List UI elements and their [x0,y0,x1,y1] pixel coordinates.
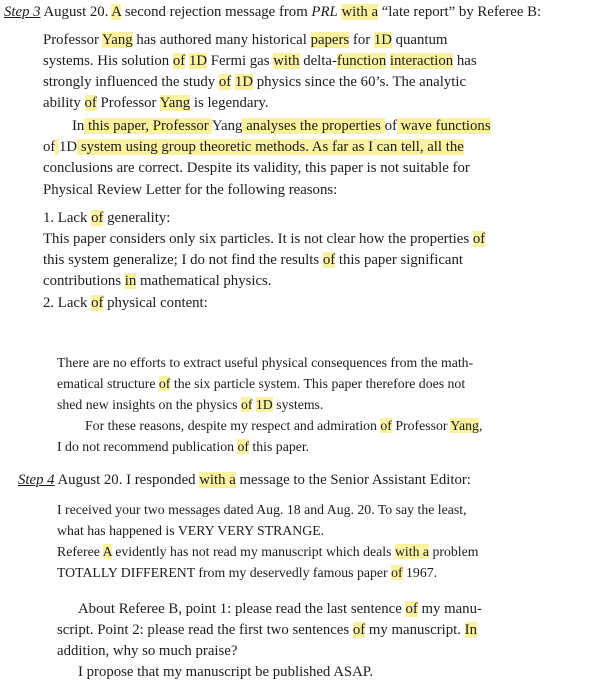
report-line: conclusions are correct. Despite its validity, this paper is not suitable for [43,160,470,176]
report-line: of 1D system using group theoretic methods. As far as I can tell, all the [43,139,464,155]
report-line: In this paper, Professor Yang analyses the properties of wave functions [72,118,491,134]
response-line: About Referee B, point 1: please read the last sentence of my manu- [78,601,482,617]
report-line: I do not recommend publication of this paper. [57,439,310,454]
report-line: This paper considers only six particles. It is not clear how the properties of [43,231,486,247]
report-line: systems. His solution of 1D Fermi gas with delta-function interaction has [43,53,477,69]
report-line: shed new insights on the physics of 1D systems. [57,397,324,412]
response-line: script. Point 2: please read the first two sentences of my manuscript. In [57,622,477,638]
step4-label: Step 4 [18,472,55,488]
report-line: contributions in mathematical physics. [43,273,272,289]
report-line: ematical structure of the six particle system. This paper therefore does not [57,376,466,391]
item-title: 2. Lack of physical content: [43,295,208,311]
report-line: For these reasons, despite my respect and admiration of Professor Yang, [85,418,483,433]
response-line: TOTALLY DIFFERENT from my deservedly famous paper of 1967. [57,565,438,580]
response-line: I received your two messages dated Aug. 18 and Aug. 20. To say the least, [57,502,467,517]
report-line: ability of Professor Yang is legendary. [43,95,269,111]
report-line: strongly influenced the study of 1D physics since the 60’s. The analytic [43,74,467,90]
response-line: I propose that my manuscript be published ASAP. [78,664,374,680]
step3-heading: Step 3 August 20. A second rejection message from PRL with a “late report” by Referee B: [4,4,542,20]
step3-label: Step 3 [4,4,41,20]
report-line: this system generalize; I do not find the results of this paper significant [43,252,463,268]
response-line: Referee A evidently has not read my manuscript which deals with a problem [57,544,479,559]
step4-heading: Step 4 August 20. I responded with a message to the Senior Assistant Editor: [18,472,471,488]
report-line: There are no efforts to extract useful physical consequences from the math- [57,355,474,370]
report-line: Professor Yang has authored many historical papers for 1D quantum [43,32,448,48]
item-title: 1. Lack of generality: [43,210,171,226]
response-line: what has happened is VERY VERY STRANGE. [57,523,325,538]
report-line: Physical Review Letter for the following reasons: [43,182,338,198]
response-line: addition, why so much praise? [57,643,238,659]
